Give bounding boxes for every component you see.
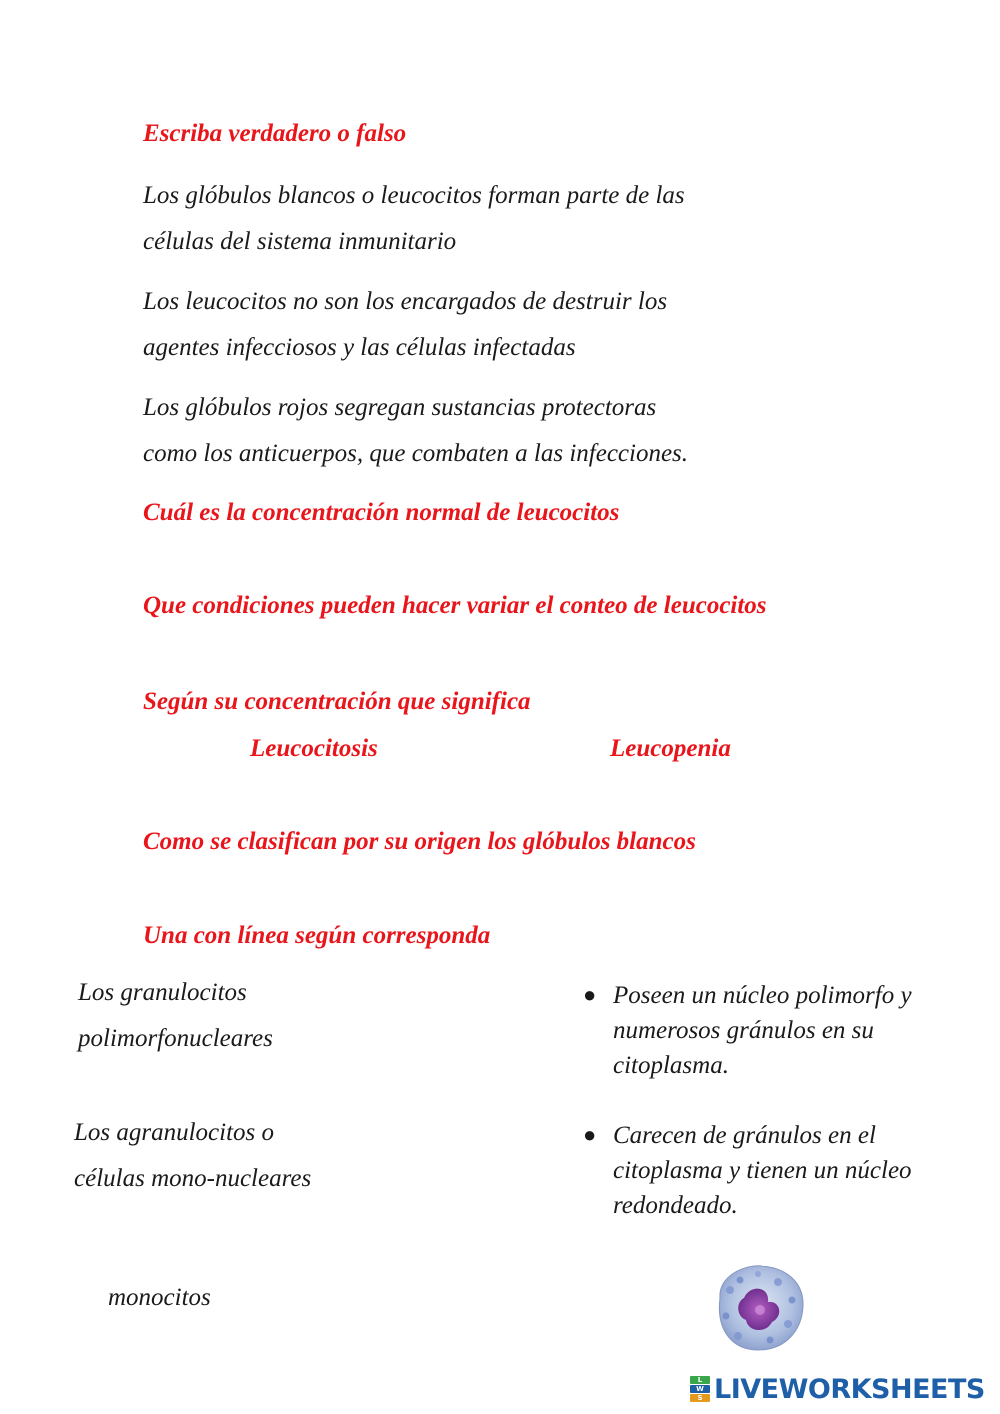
statement-3-line-1: Los glóbulos rojos segregan sustancias protectoras	[143, 394, 657, 421]
statement-2	[143, 279, 667, 371]
bullet-icon: ●	[583, 982, 597, 1007]
leukocyte-image	[700, 1258, 815, 1358]
logo-text: LIVEWORKSHEETS	[714, 1373, 985, 1405]
match-right-1-line-3: citoplasma.	[613, 1052, 729, 1079]
heading-true-false: Escriba verdadero o falso	[143, 120, 407, 147]
label-monocitos: monocitos	[108, 1284, 211, 1311]
match-right-2	[613, 1118, 912, 1223]
match-right-2-line-2: citoplasma y tienen un núcleo	[613, 1157, 912, 1184]
statement-3	[143, 385, 688, 477]
match-left-1	[78, 970, 273, 1062]
term-leucopenia: Leucopenia	[610, 735, 731, 762]
statement-1-line-2: células del sistema inmunitario	[143, 228, 457, 255]
logo-badge-letter: S	[690, 1394, 710, 1402]
statement-1-line-1: Los glóbulos blancos o leucocitos forman parte de las	[143, 182, 685, 209]
match-left-1-line-2: polimorfonucleares	[78, 1025, 273, 1052]
match-right-1-line-1: Poseen un núcleo polimorfo y	[613, 982, 912, 1009]
match-left-1-line-1: Los granulocitos	[78, 979, 247, 1006]
match-left-2-line-2: células mono-nucleares	[74, 1165, 312, 1192]
match-right-1-line-2: numerosos gránulos en su	[613, 1017, 874, 1044]
statement-2-line-1: Los leucocitos no son los encargados de destruir los	[143, 288, 668, 315]
statement-2-line-2: agentes infecciosos y las células infectadas	[143, 334, 576, 361]
logo-badge-letter: L	[690, 1376, 710, 1384]
statement-1	[143, 173, 685, 265]
match-right-1	[613, 978, 912, 1083]
question-conditions: Que condiciones pueden hacer variar el conteo de leucocitos	[143, 592, 767, 619]
logo-badge-icon	[690, 1376, 710, 1402]
statement-3-line-2: como los anticuerpos, que combaten a las infecciones.	[143, 440, 689, 467]
match-left-2	[74, 1110, 311, 1202]
liveworksheets-logo	[690, 1374, 985, 1404]
bullet-icon: ●	[583, 1122, 597, 1147]
match-right-2-line-3: redondeado.	[613, 1192, 738, 1219]
match-right-2-line-1: Carecen de gránulos en el	[613, 1122, 876, 1149]
question-classification: Como se clasifican por su origen los glóbulos blancos	[143, 828, 696, 855]
logo-badge-letter: W	[690, 1385, 710, 1393]
term-leucocitosis: Leucocitosis	[250, 735, 378, 762]
question-meaning: Según su concentración que significa	[143, 688, 531, 715]
heading-matching: Una con línea según corresponda	[143, 922, 491, 949]
question-concentration: Cuál es la concentración normal de leucocitos	[143, 499, 620, 526]
match-left-2-line-1: Los agranulocitos o	[74, 1119, 275, 1146]
